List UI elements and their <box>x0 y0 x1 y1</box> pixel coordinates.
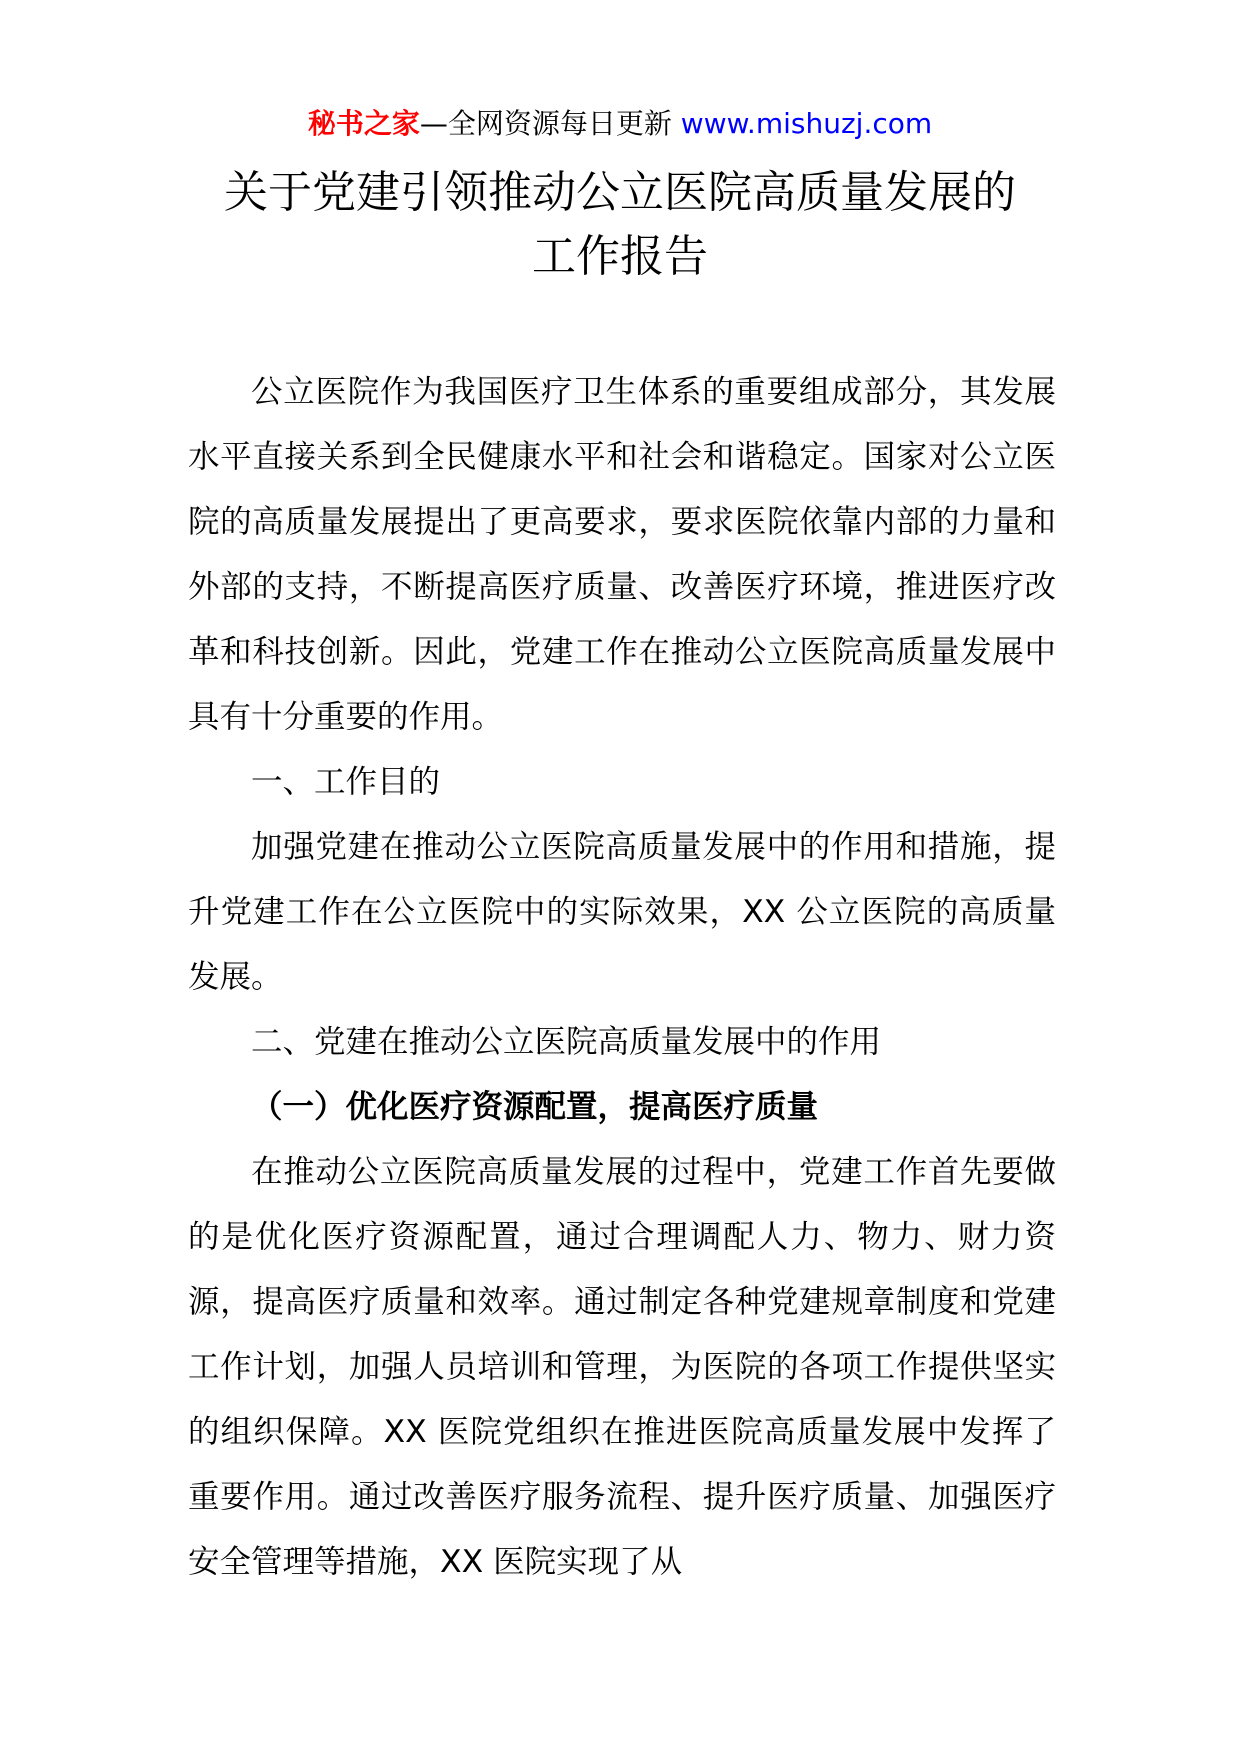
document-body <box>188 360 1056 1595</box>
document-title-line-1: 关于党建引领推动公立医院高质量发展的 <box>224 167 1016 218</box>
header-tagline: 全网资源每日更新 <box>447 107 672 140</box>
section-1-paragraph: 加强党建在推动公立医院高质量发展中的作用和措施，提升党建工作在公立医院中的实际效果，XX 公立医院的高质量发展。 <box>188 829 1056 995</box>
brand-name: 秘书之家 <box>307 107 420 140</box>
section-1-heading: 一、工作目的 <box>251 764 441 800</box>
subsection-1-heading: （一）优化医疗资源配置，提高医疗质量 <box>251 1089 819 1125</box>
subsection-1-paragraph: 在推动公立医院高质量发展的过程中，党建工作首先要做的是优化医疗资源配置，通过合理调配人力、物力、财力资源，提高医疗质量和效率。通过制定各种党建规章制度和党建工作计划，加强人员培训和管理，为医院的各项工作提供坚实的组织保障。XX 医院党组织在推进医院高质量发展中发挥了重要作用。通过改善医疗服务流程、提升医疗质量、加强医疗安全管理等措施，XX 医院实现了从 <box>188 1154 1056 1580</box>
intro-paragraph: 公立医院作为我国医疗卫生体系的重要组成部分，其发展水平直接关系到全民健康水平和社会和谐稳定。国家对公立医院的高质量发展提出了更高要求，要求医院依靠内部的力量和外部的支持，不断提高医疗质量、改善医疗环境，推进医疗改革和科技创新。因此，党建工作在推动公立医院高质量发展中具有十分重要的作用。 <box>188 374 1056 735</box>
document-title-line-2: 工作报告 <box>532 231 708 282</box>
header-url-link[interactable]: www.mishuzj.com <box>680 107 933 140</box>
section-2-heading: 二、党建在推动公立医院高质量发展中的作用 <box>251 1024 882 1060</box>
watermark-header <box>0 106 1240 142</box>
header-dash: — <box>419 107 448 140</box>
